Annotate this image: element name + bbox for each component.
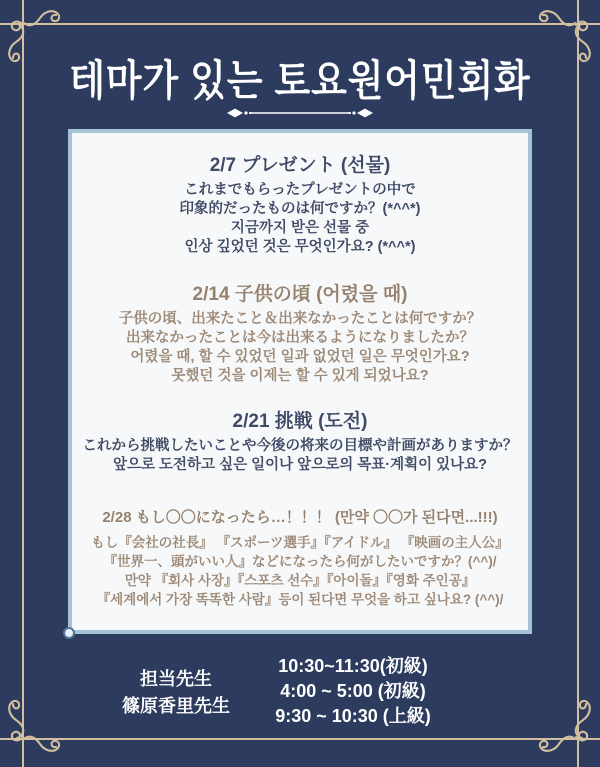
schedule-block: [253, 654, 453, 729]
page-title: 테마가 있는 토요원어민회화: [69, 57, 531, 104]
frame-line-left: [22, 0, 24, 767]
schedule-line: 9:30 ~ 10:30 (上級): [275, 706, 431, 726]
section-line: これから挑戦したいことや今後の将来の目標や計画がありますか？: [82, 438, 518, 454]
section-line: 印象的だったものは何ですか？(*^^*): [179, 201, 421, 217]
teacher-name: 篠原香里先生: [122, 696, 230, 716]
section-line: これまでもらったプレゼントの中で: [184, 182, 416, 198]
section-2-14: [72, 283, 528, 386]
frame-line-bottom: [0, 738, 600, 740]
section-line: 出来なかったことは今は出来るようになりましたか？: [126, 330, 474, 346]
section-2-21: [72, 410, 528, 475]
section-line: 어렸을 때, 할 수 있었던 일과 없었던 일은 무엇인가요?: [130, 349, 470, 365]
section-heading: 2/14 子供の頃 (어렸을 때): [192, 284, 408, 305]
teacher-block: [76, 666, 276, 720]
title-divider-icon: [225, 106, 375, 120]
schedule-line: 10:30~11:30(初級): [278, 656, 428, 676]
section-line: 못했던 것을 이제는 할 수 있게 되었나요?: [171, 368, 429, 384]
card-content: [72, 133, 528, 609]
section-line: 지금까지 받은 선물 중: [230, 220, 370, 236]
section-line: 子供の頃、出来たこと＆出来なかったことは何ですか？: [118, 311, 482, 327]
selection-handle[interactable]: [63, 627, 75, 639]
section-line: 『세계에서 가장 똑똑한 사람』등이 된다면 무엇을 하고 싶나요? (^^)/: [96, 592, 504, 607]
section-2-7: [72, 154, 528, 257]
section-line: 앞으로 도전하고 싶은 일이나 앞으로의 목표·계획이 있나요?: [112, 457, 488, 473]
corner-flourish-icon: [0, 698, 62, 760]
content-card[interactable]: [68, 129, 532, 634]
teacher-label: 担当先生: [140, 669, 212, 689]
section-line: もし『会社の社長』 『スポーツ選手』『アイドル』 『映画の主人公』: [91, 535, 509, 550]
section-heading: 2/28 もし〇〇になったら…！！！ (만약 〇〇가 된다면...!!!): [102, 509, 498, 526]
frame-line-right: [577, 0, 579, 767]
section-heading: 2/7 プレゼント (선물): [209, 155, 391, 176]
schedule-line: 4:00 ~ 5:00 (初級): [280, 681, 426, 701]
section-line: 인상 깊었던 것은 무엇인가요? (*^^*): [184, 239, 416, 255]
corner-flourish-icon: [537, 698, 599, 760]
section-line: 『世界一、頭がいい人』などになったら何がしたいですか？(^^)/: [103, 554, 497, 569]
section-2-28: [72, 506, 528, 609]
section-line: 만약 『회사 사장』『스포츠 선수』『아이돌』『영화 주인공』: [124, 573, 476, 588]
section-heading: 2/21 挑戦 (도전): [232, 411, 368, 432]
frame-line-top: [0, 23, 600, 25]
